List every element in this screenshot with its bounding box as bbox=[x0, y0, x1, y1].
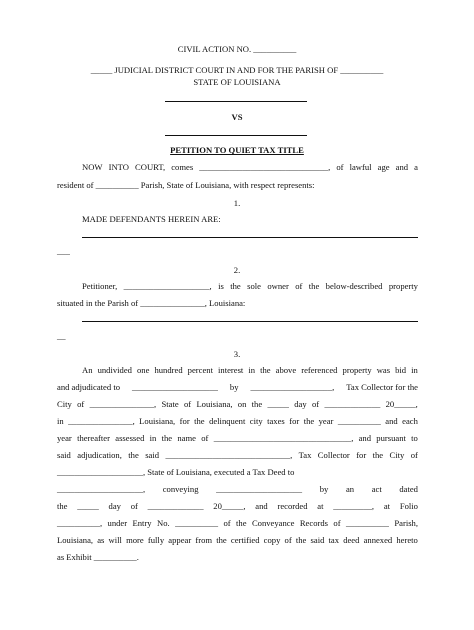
section-1-text: MADE DEFENDANTS HEREIN ARE: bbox=[82, 214, 221, 224]
section-3-line-9: the _____ day of _____________ 20_____, and recorded at _________, at Folio bbox=[57, 501, 418, 511]
versus-label: VS bbox=[231, 112, 243, 122]
section-3-line-7: ____________________, State of Louisiana, executed a Tax Deed to bbox=[57, 467, 295, 477]
section-2-line-2: situated in the Parish of _______________, Louisiana: bbox=[57, 298, 246, 308]
section-1-tail: ___ bbox=[57, 246, 70, 256]
section-1-number: 1. bbox=[233, 198, 241, 208]
court-line: _____ JUDICIAL DISTRICT COURT IN AND FOR THE PARISH OF __________ bbox=[90, 65, 384, 75]
defendant-line bbox=[165, 135, 307, 136]
section-3-line-6: said adjudication, the said _____________________________, Tax Collector for the City of bbox=[57, 450, 418, 460]
property-description-line bbox=[82, 321, 418, 322]
plaintiff-line bbox=[165, 101, 307, 102]
section-3-line-12: as Exhibit __________. bbox=[57, 552, 139, 562]
section-3-line-2: and adjudicated to ____________________ by ___________________, Tax Collector for the bbox=[57, 382, 418, 392]
section-3-line-1: An undivided one hundred percent interest in the above referenced property was bid in bbox=[82, 365, 418, 375]
section-3-line-10: __________, under Entry No. __________ of the Conveyance Records of __________ Parish, bbox=[57, 518, 418, 528]
section-3-line-4: in _______________, Louisiana, for the delinquent city taxes for the year __________ and each bbox=[57, 416, 418, 426]
section-3-line-5: year thereafter assessed in the name of ________________________________, and pursuant to bbox=[57, 433, 418, 443]
section-3-line-11: Louisiana, as will more fully appear from the certified copy of the said tax deed annexed hereto bbox=[57, 535, 418, 545]
state-line: STATE OF LOUISIANA bbox=[193, 77, 281, 87]
section-3-number: 3. bbox=[233, 349, 241, 359]
section-2-line-1: Petitioner, ____________________, is the sole owner of the below-described property bbox=[82, 281, 418, 291]
section-3-line-3: City of _______________, State of Louisiana, on the _____ day of _____________ 20_____, bbox=[57, 399, 418, 409]
section-2-number: 2. bbox=[233, 265, 241, 275]
document-title: PETITION TO QUIET TAX TITLE bbox=[170, 145, 304, 155]
section-3-line-8: ____________________, conveying ____________________ by an act dated bbox=[57, 484, 418, 494]
civil-action-number: CIVIL ACTION NO. __________ bbox=[177, 44, 297, 54]
section-2-tail: __ bbox=[57, 331, 66, 341]
intro-line-1: NOW INTO COURT, comes ______________________________, of lawful age and a bbox=[82, 162, 418, 172]
intro-line-2: resident of __________ Parish, State of Louisiana, with respect represents: bbox=[57, 180, 315, 190]
defendants-line bbox=[82, 237, 418, 238]
